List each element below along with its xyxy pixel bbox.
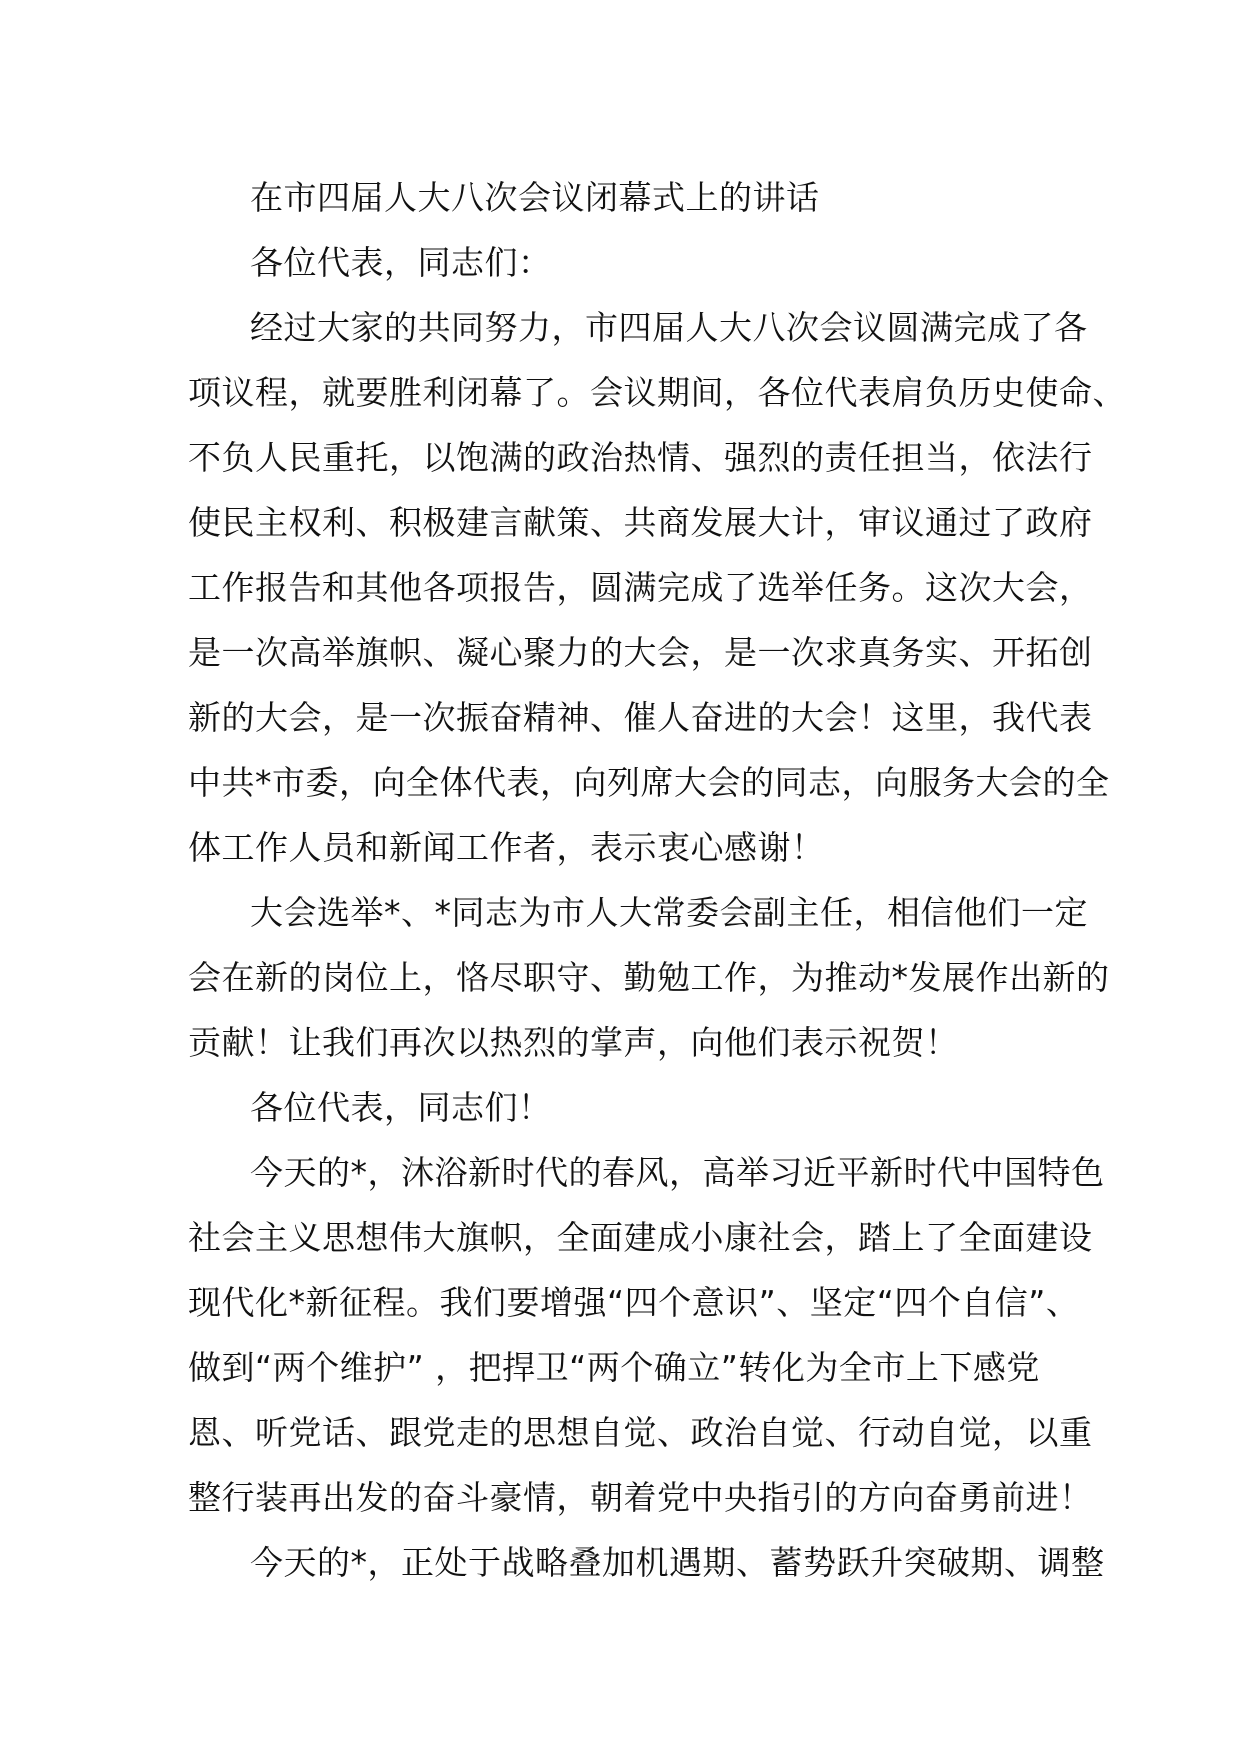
- document-title: 在市四届人大八次会议闭幕式上的讲话: [250, 178, 820, 217]
- paragraph-line: 做到“两个维护” ，把捍卫“两个确立”转化为全市上下感党: [188, 1348, 1040, 1387]
- paragraph-line: 会在新的岗位上，恪尽职守、勤勉工作，为推动*发展作出新的: [188, 958, 1110, 997]
- paragraph-line: 现代化*新征程。我们要增强“四个意识”、坚定“四个自信”、: [188, 1283, 1080, 1322]
- paragraph-line: 恩、听党话、跟党走的思想自觉、政治自觉、行动自觉，以重: [188, 1413, 1093, 1452]
- paragraph-line: 社会主义思想伟大旗帜，全面建成小康社会，踏上了全面建设: [188, 1218, 1093, 1257]
- paragraph-line: 使民主权利、积极建言献策、共商发展大计，审议通过了政府: [188, 503, 1093, 542]
- paragraph-line: 体工作人员和新闻工作者，表示衷心感谢！: [188, 828, 825, 867]
- paragraph-line: 大会选举*、*同志为市人大常委会副主任，相信他们一定: [250, 893, 1088, 932]
- document-body: [188, 165, 1126, 1595]
- paragraph-line: 是一次高举旗帜、凝心聚力的大会，是一次求真务实、开拓创: [188, 633, 1093, 672]
- paragraph-line: 新的大会，是一次振奋精神、催人奋进的大会！这里，我代表: [188, 698, 1093, 737]
- salutation: 各位代表，同志们：: [250, 243, 552, 282]
- paragraph-line: 项议程，就要胜利闭幕了。会议期间，各位代表肩负历史使命、: [188, 373, 1126, 412]
- paragraph-line: 今天的*，沐浴新时代的春风，高举习近平新时代中国特色: [250, 1153, 1105, 1192]
- paragraph-line: 今天的*，正处于战略叠加机遇期、蓄势跃升突破期、调整: [250, 1543, 1105, 1582]
- paragraph-line: 贡献！让我们再次以热烈的掌声，向他们表示祝贺！: [188, 1023, 959, 1062]
- paragraph-line: 工作报告和其他各项报告，圆满完成了选举任务。这次大会，: [188, 568, 1093, 607]
- paragraph-line: 整行装再出发的奋斗豪情，朝着党中央指引的方向奋勇前进！: [188, 1478, 1093, 1517]
- paragraph-line: 中共*市委，向全体代表，向列席大会的同志，向服务大会的全: [188, 763, 1110, 802]
- salutation: 各位代表，同志们！: [250, 1088, 552, 1127]
- paragraph-line: 不负人民重托，以饱满的政治热情、强烈的责任担当，依法行: [188, 438, 1093, 477]
- paragraph-line: 经过大家的共同努力，市四届人大八次会议圆满完成了各: [250, 308, 1088, 347]
